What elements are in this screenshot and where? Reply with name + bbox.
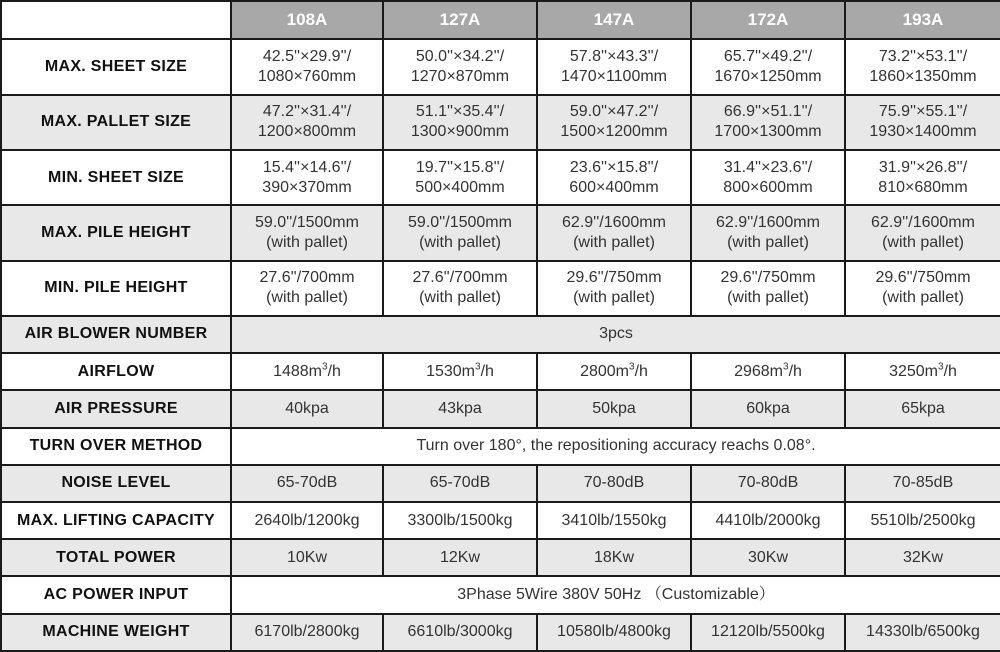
airflow-unit-exponent: 3 <box>322 361 328 373</box>
spec-cell: 5510lb/2500kg <box>845 502 1000 539</box>
spec-cell <box>383 39 537 94</box>
cell-line: 1670×1250mm <box>714 67 822 85</box>
row-turn-over-method <box>1 428 1000 465</box>
spec-cell <box>691 39 845 94</box>
row-label: NOISE LEVEL <box>1 465 231 502</box>
cell-line: 29.6''/750mm <box>566 269 662 287</box>
spec-cell: 32Kw <box>845 539 1000 576</box>
row-airflow <box>1 353 1000 390</box>
spec-cell <box>383 205 537 260</box>
airflow-value: 3250 <box>889 362 925 380</box>
spec-cell: 30Kw <box>691 539 845 576</box>
spec-cell <box>537 39 691 94</box>
spec-cell: 3300lb/1500kg <box>383 502 537 539</box>
row-label: AC POWER INPUT <box>1 576 231 613</box>
cell-line: (with pallet) <box>882 289 964 307</box>
row-max-pile-height <box>1 205 1000 260</box>
spec-cell <box>691 205 845 260</box>
spec-cell: 60kpa <box>691 390 845 427</box>
cell-line: 1500×1200mm <box>560 123 668 141</box>
spec-cell <box>845 150 1000 205</box>
spec-cell: 43kpa <box>383 390 537 427</box>
airflow-unit-exponent: 3 <box>475 361 481 373</box>
cell-line: 810×680mm <box>878 178 968 196</box>
airflow-value: 1488 <box>273 362 309 380</box>
airflow-unit: m <box>769 362 783 380</box>
spec-cell <box>231 261 383 316</box>
cell-line: (with pallet) <box>727 233 809 251</box>
row-total-power <box>1 539 1000 576</box>
spec-cell <box>383 353 537 390</box>
cell-line: 1930×1400mm <box>869 123 977 141</box>
cell-line: (with pallet) <box>419 289 501 307</box>
spec-cell-merged: Turn over 180°, the repositioning accuracy reachs 0.08°. <box>231 428 1000 465</box>
airflow-unit-suffix: /h <box>480 362 494 380</box>
cell-line: (with pallet) <box>573 289 655 307</box>
cell-line: 57.8''×43.3''/ <box>569 47 659 65</box>
airflow-unit: m <box>461 362 475 380</box>
spec-cell: 6610lb/3000kg <box>383 614 537 651</box>
cell-line: 75.9''×55.1''/ <box>878 103 968 121</box>
spec-cell <box>845 261 1000 316</box>
airflow-unit-suffix: /h <box>943 362 957 380</box>
row-label: MAX. PILE HEIGHT <box>1 205 231 260</box>
spec-cell <box>691 353 845 390</box>
row-noise-level <box>1 465 1000 502</box>
row-label: MIN. SHEET SIZE <box>1 150 231 205</box>
header-row <box>1 1 1000 39</box>
cell-line: 29.6''/750mm <box>875 269 971 287</box>
spec-cell: 4410lb/2000kg <box>691 502 845 539</box>
spec-cell <box>231 150 383 205</box>
airflow-value: 2800 <box>580 362 616 380</box>
row-max-sheet-size <box>1 39 1000 94</box>
row-label: MACHINE WEIGHT <box>1 614 231 651</box>
spec-cell <box>383 95 537 150</box>
model-header: 147A <box>537 1 691 39</box>
airflow-unit-exponent: 3 <box>629 361 635 373</box>
spec-cell: 10580lb/4800kg <box>537 614 691 651</box>
row-ac-power-input <box>1 576 1000 613</box>
cell-line: 66.9''×51.1''/ <box>723 103 813 121</box>
row-max-pallet-size <box>1 95 1000 150</box>
row-label: MAX. SHEET SIZE <box>1 39 231 94</box>
row-label: MAX. LIFTING CAPACITY <box>1 502 231 539</box>
spec-cell <box>383 150 537 205</box>
cell-line: 50.0''×34.2''/ <box>415 47 505 65</box>
row-air-pressure <box>1 390 1000 427</box>
airflow-value: 1530 <box>426 362 462 380</box>
cell-line: 1700×1300mm <box>714 123 822 141</box>
cell-line: 59.0''×47.2''/ <box>569 103 659 121</box>
row-min-pile-height <box>1 261 1000 316</box>
cell-line: 59.0''/1500mm <box>408 213 512 231</box>
cell-line: 27.6''/700mm <box>412 269 508 287</box>
cell-line: 51.1''×35.4''/ <box>415 103 505 121</box>
cell-line: 62.9''/1600mm <box>871 213 975 231</box>
spec-cell <box>845 353 1000 390</box>
spec-cell <box>537 95 691 150</box>
spec-cell <box>537 150 691 205</box>
row-label: TURN OVER METHOD <box>1 428 231 465</box>
spec-cell <box>383 261 537 316</box>
model-header: 193A <box>845 1 1000 39</box>
airflow-unit-suffix: /h <box>327 362 341 380</box>
model-header: 127A <box>383 1 537 39</box>
spec-cell <box>231 95 383 150</box>
cell-line: 27.6''/700mm <box>259 269 355 287</box>
row-label: MAX. PALLET SIZE <box>1 95 231 150</box>
cell-line: 29.6''/750mm <box>720 269 816 287</box>
airflow-unit-exponent: 3 <box>783 361 789 373</box>
cell-line: (with pallet) <box>266 233 348 251</box>
cell-line: (with pallet) <box>419 233 501 251</box>
spec-cell: 18Kw <box>537 539 691 576</box>
spec-cell <box>537 205 691 260</box>
spec-cell <box>845 205 1000 260</box>
cell-line: 1470×1100mm <box>561 67 667 85</box>
row-min-sheet-size <box>1 150 1000 205</box>
cell-line: (with pallet) <box>266 289 348 307</box>
cell-line: 65.7''×49.2''/ <box>723 47 813 65</box>
spec-cell: 6170lb/2800kg <box>231 614 383 651</box>
row-air-blower-number <box>1 316 1000 353</box>
cell-line: 1080×760mm <box>257 67 357 85</box>
cell-line: 23.6''×15.8''/ <box>569 158 659 176</box>
cell-line: 31.4''×23.6''/ <box>723 158 813 176</box>
spec-cell: 65-70dB <box>231 465 383 502</box>
airflow-unit: m <box>308 362 322 380</box>
spec-cell <box>691 261 845 316</box>
spec-cell: 3410lb/1550kg <box>537 502 691 539</box>
cell-line: 390×370mm <box>262 178 352 196</box>
row-label: AIR BLOWER NUMBER <box>1 316 231 353</box>
spec-cell <box>231 205 383 260</box>
spec-cell <box>845 39 1000 94</box>
cell-line: 73.2''×53.1''/ <box>878 47 968 65</box>
model-header: 172A <box>691 1 845 39</box>
spec-cell: 10Kw <box>231 539 383 576</box>
airflow-unit: m <box>615 362 629 380</box>
row-label: TOTAL POWER <box>1 539 231 576</box>
spec-cell: 65-70dB <box>383 465 537 502</box>
model-header: 108A <box>231 1 383 39</box>
spec-cell-merged: 3pcs <box>231 316 1000 353</box>
cell-line: 1300×900mm <box>410 123 510 141</box>
cell-line: (with pallet) <box>573 233 655 251</box>
row-label: AIR PRESSURE <box>1 390 231 427</box>
cell-line: 59.0''/1500mm <box>255 213 359 231</box>
cell-line: 62.9''/1600mm <box>716 213 820 231</box>
spec-cell <box>231 353 383 390</box>
cell-line: 600×400mm <box>569 178 659 196</box>
airflow-unit-suffix: /h <box>788 362 802 380</box>
airflow-unit: m <box>924 362 938 380</box>
spec-cell <box>691 95 845 150</box>
spec-cell: 50kpa <box>537 390 691 427</box>
cell-line: 62.9''/1600mm <box>562 213 666 231</box>
row-max-lifting-capacity <box>1 502 1000 539</box>
spec-cell: 40kpa <box>231 390 383 427</box>
cell-line: 500×400mm <box>415 178 505 196</box>
cell-line: 19.7''×15.8''/ <box>415 158 505 176</box>
spec-cell <box>537 261 691 316</box>
cell-line: 1200×800mm <box>257 123 357 141</box>
corner-cell <box>1 1 231 39</box>
spec-cell: 12Kw <box>383 539 537 576</box>
spec-cell: 14330lb/6500kg <box>845 614 1000 651</box>
cell-line: 1270×870mm <box>410 67 510 85</box>
row-label: MIN. PILE HEIGHT <box>1 261 231 316</box>
spec-cell-merged: 3Phase 5Wire 380V 50Hz （Customizable） <box>231 576 1000 613</box>
spec-cell <box>231 39 383 94</box>
spec-cell: 70-80dB <box>537 465 691 502</box>
cell-line: 31.9''×26.8''/ <box>878 158 968 176</box>
spec-cell: 70-85dB <box>845 465 1000 502</box>
spec-cell: 70-80dB <box>691 465 845 502</box>
row-machine-weight <box>1 614 1000 651</box>
cell-line: (with pallet) <box>882 233 964 251</box>
airflow-value: 2968 <box>734 362 770 380</box>
spec-cell <box>537 353 691 390</box>
airflow-unit-exponent: 3 <box>938 361 944 373</box>
cell-line: 1860×1350mm <box>869 67 977 85</box>
spec-cell: 12120lb/5500kg <box>691 614 845 651</box>
spec-cell <box>691 150 845 205</box>
cell-line: 800×600mm <box>723 178 813 196</box>
cell-line: 47.2''×31.4''/ <box>262 103 352 121</box>
cell-line: 15.4''×14.6''/ <box>262 158 352 176</box>
row-label: AIRFLOW <box>1 353 231 390</box>
cell-line: 42.5''×29.9''/ <box>262 47 352 65</box>
spec-cell: 65kpa <box>845 390 1000 427</box>
spec-cell: 2640lb/1200kg <box>231 502 383 539</box>
cell-line: (with pallet) <box>727 289 809 307</box>
spec-cell <box>845 95 1000 150</box>
airflow-unit-suffix: /h <box>634 362 648 380</box>
